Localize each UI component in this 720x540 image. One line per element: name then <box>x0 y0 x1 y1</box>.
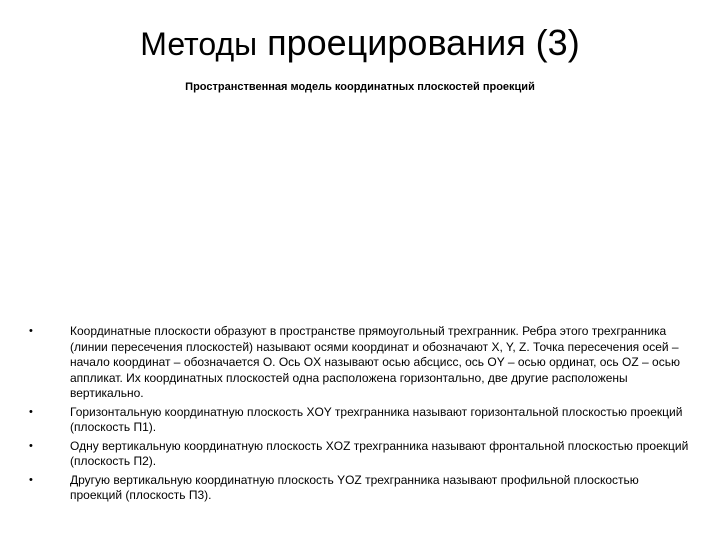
title-part-2: проецирования (3) <box>267 22 580 63</box>
bullet-item <box>29 405 689 436</box>
bullet-dot-icon: • <box>29 473 33 486</box>
bullet-list <box>29 324 689 504</box>
bullet-item <box>29 439 689 470</box>
bullet-dot-icon: • <box>29 325 33 337</box>
bullet-text: Одну вертикальную координатную плоскость XOZ трехгранника называют фронтальной плоскостью проекций (плоскость П2). <box>70 438 689 468</box>
bullet-item <box>29 473 689 504</box>
bullet-dot-icon: • <box>29 439 33 452</box>
bullet-text: Горизонтальную координатную плоскость XOY трехгранника называют горизонтальной плоскостью проекций (плоскость П1). <box>70 404 683 434</box>
bullet-item <box>29 324 689 402</box>
figure-placeholder <box>60 104 660 312</box>
bullet-text: Другую вертикальную координатную плоскость YOZ трехгранника называют профильной плоскостью проекций (плоскость П3). <box>70 472 639 502</box>
slide-title <box>0 20 720 67</box>
bullet-text: Координатные плоскости образуют в пространстве прямоугольный трехгранник. Ребра этого трехгранника (линии пересечения плоскостей) называют осями координат и обозначают X, Y, Z. Точка пересечения осей – начало координат – обозначается O. Ось OX называют осью абсцисс, ось OY – осью ординат, ось OZ – осью аппликат. Их координатных плоскостей одна расположена горизонтально, две другие расположены вертикально. <box>70 324 680 400</box>
slide-subtitle: Пространственная модель координатных плоскостей проекций <box>185 81 535 93</box>
bullet-dot-icon: • <box>29 405 33 418</box>
title-part-1: Методы <box>140 26 258 62</box>
